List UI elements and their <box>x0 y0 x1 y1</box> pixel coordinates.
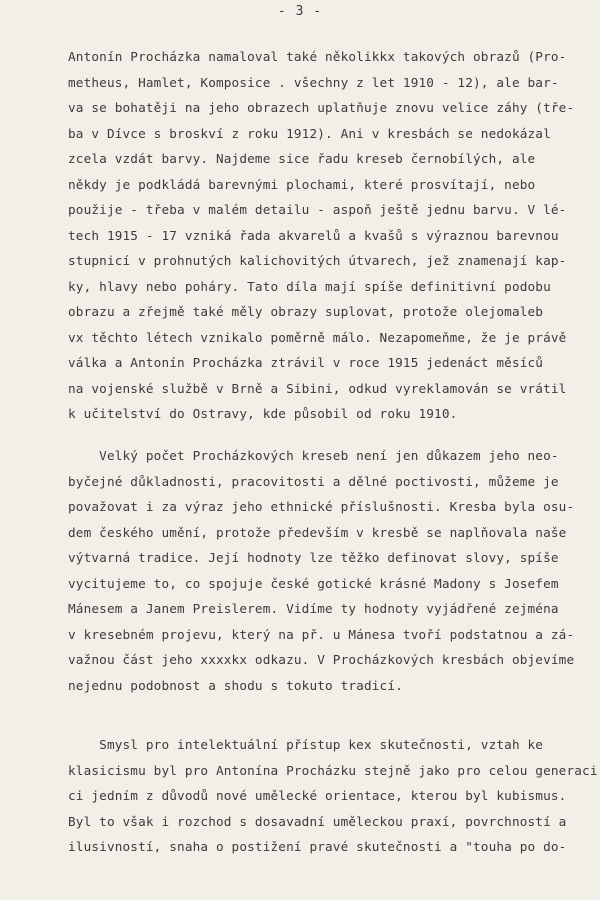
text-line: ilusivností, snaha o postižení pravé skutečnosti a "touha po do- <box>68 839 567 854</box>
text-line: byčejné důkladnosti, pracovitosti a dělné poctivosti, můžeme je <box>68 473 559 489</box>
text-line: ky, hlavy nebo poháry. Tato díla mají spíše definitivní podobu <box>68 278 551 294</box>
text-line: obrazu a zřejmě také měly obrazy suplovat, protože olejomaleb <box>68 304 544 319</box>
text-line: k učitelství do Ostravy, kde působil od roku 1910. <box>68 406 458 421</box>
text-line: Byl to však i rozchod s dosavadní uměleckou praxí, povrchností a <box>68 813 567 829</box>
text-line: v kresebném projevu, který na př. u Mánesa tvoří podstatnou a zá- <box>68 626 575 642</box>
paragraph-1 <box>68 44 588 427</box>
text-line: někdy je podkládá barevnými plochami, které prosvítají, nebo <box>68 176 536 192</box>
text-line: vycitujeme to, co spojuje české gotické krásné Madony s Josefem <box>68 575 559 591</box>
paragraph-3 <box>68 732 598 860</box>
text-line: výtvarná tradice. Její hodnoty lze těžko definovat slovy, spíše <box>68 550 559 565</box>
text-line: va se bohatěji na jeho obrazech uplatňuje znovu velice záhy (tře- <box>68 100 575 115</box>
text-line: zcela vzdát barvy. Najdeme sice řadu kreseb černobílých, ale <box>68 151 536 166</box>
text-line: Smysl pro intelektuální přístup kex skutečnosti, vztah ke <box>68 737 544 752</box>
text-line: dem českého umění, protože především v kresbě se naplňovala naše <box>68 524 567 540</box>
text-line: ci jedním z důvodů nové umělecké orientace, kterou byl kubismus. <box>68 788 567 803</box>
text-line: Mánesem a Janem Preislerem. Vidíme ty hodnoty vyjádřené zejména <box>68 601 559 616</box>
text-line: važnou část jeho xxxxkx odkazu. V Procházkových kresbách objevíme <box>68 652 575 667</box>
text-line: vx těchto létech vznikalo poměrně málo. Nezapomeňme, že je právě <box>68 329 567 345</box>
text-line: nejednu podobnost a shodu s tokuto tradicí. <box>68 677 403 693</box>
text-line: válka a Antonín Procházka ztrávil v roce 1915 jedenáct měsíců <box>68 355 544 370</box>
text-line: použije - třeba v malém detailu - aspoň ještě jednu barvu. V lé- <box>68 202 567 217</box>
text-line: považovat i za výraz jeho ethnické příslušnosti. Kresba byla osu- <box>68 499 575 514</box>
text-line: Antonín Procházka namaloval také několikkx takových obrazů (Pro- <box>68 49 567 64</box>
text-line: stupnicí v prohnutých kalichovitých útvarech, jež znamenají kap- <box>68 253 567 268</box>
page-number: - 3 - <box>277 4 323 19</box>
text-line: ba v Dívce s broskví z roku 1912). Ani v kresbách se nedokázal <box>68 125 551 141</box>
paragraph-2 <box>68 443 588 698</box>
text-line: Velký počet Procházkových kreseb není jen důkazem jeho neo- <box>68 448 559 463</box>
text-line: tech 1915 - 17 vzniká řada akvarelů a kvašů s výraznou barevnou <box>68 227 559 243</box>
text-line: metheus, Hamlet, Komposice . všechny z let 1910 - 12), ale bar- <box>68 74 559 90</box>
text-line: na vojenské službě v Brně a Sibini, odkud vyreklamován se vrátil <box>68 380 567 396</box>
text-line: klasicismu byl pro Antonína Procházku stejně jako pro celou generaci <box>68 762 598 778</box>
